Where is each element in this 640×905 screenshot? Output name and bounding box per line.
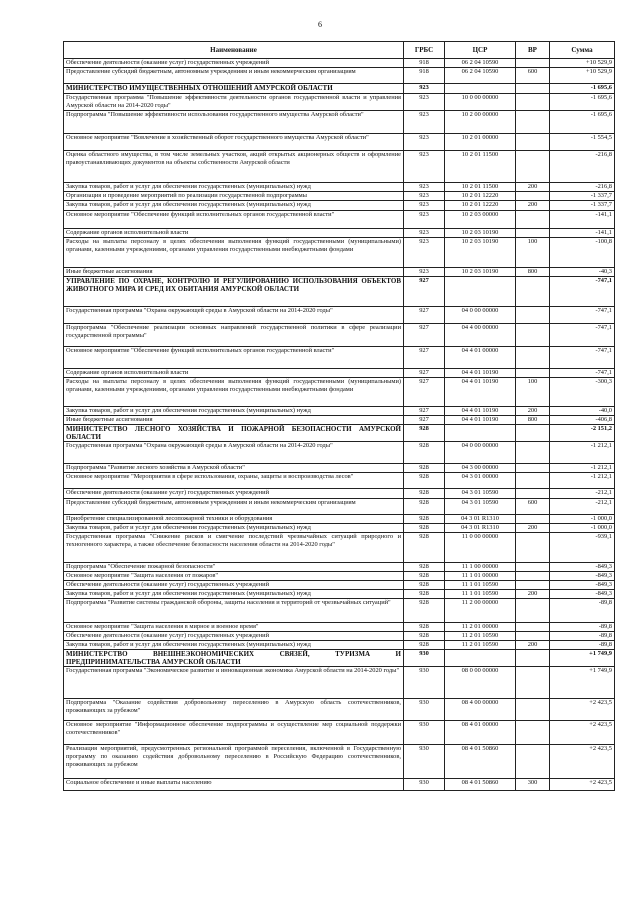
cell-vr	[516, 572, 550, 581]
cell-name: Организация и проведение мероприятий по реализации государственной подпрограммы	[64, 192, 404, 201]
cell-csr: 11 1 01 00000	[445, 572, 516, 581]
table-row	[64, 473, 615, 489]
cell-vr	[516, 277, 550, 307]
table-row	[64, 68, 615, 84]
cell-csr: 11 2 00 00000	[445, 599, 516, 623]
table-header-row	[64, 42, 615, 59]
cell-name: Основное мероприятие "Обеспечение функций исполнительных органов государственной власти"	[64, 347, 404, 369]
cell-name: Иные бюджетные ассигнования	[64, 268, 404, 277]
table-row	[64, 745, 615, 779]
cell-csr: 04 3 00 00000	[445, 464, 516, 473]
cell-sum: -1 337,7	[550, 192, 615, 201]
cell-grbs: 927	[404, 324, 445, 347]
cell-name: Государственная программа "Повышение эффективности деятельности органов государственной власти и управления Амурской области на 2014-2020 годы"	[64, 94, 404, 111]
cell-name: Содержание органов исполнительной власти	[64, 229, 404, 238]
cell-name: Подпрограмма "Повышение эффективности использования государственного имущества Амурской области"	[64, 111, 404, 134]
table-row	[64, 238, 615, 268]
cell-vr: 200	[516, 201, 550, 211]
cell-vr: 200	[516, 183, 550, 192]
cell-sum: -1 212,1	[550, 473, 615, 489]
header-name: Наименование	[64, 42, 404, 59]
cell-sum: -216,8	[550, 183, 615, 192]
cell-grbs: 928	[404, 632, 445, 641]
cell-csr: 10 2 03 10190	[445, 238, 516, 268]
table-row	[64, 650, 615, 667]
cell-name: Закупка товаров, работ и услуг для обеспечения государственных (муниципальных) нужд	[64, 183, 404, 192]
cell-grbs: 927	[404, 307, 445, 324]
cell-csr: 11 2 01 10590	[445, 632, 516, 641]
cell-csr: 10 2 01 12220	[445, 192, 516, 201]
table-row	[64, 151, 615, 183]
table-row	[64, 515, 615, 524]
table-row	[64, 590, 615, 599]
cell-csr: 04 4 01 10190	[445, 378, 516, 407]
cell-sum: -89,8	[550, 599, 615, 623]
table-row	[64, 572, 615, 581]
cell-csr: 04 0 00 00000	[445, 442, 516, 464]
cell-name: Иные бюджетные ассигнования	[64, 416, 404, 425]
cell-vr	[516, 151, 550, 183]
table-row	[64, 623, 615, 632]
cell-vr	[516, 59, 550, 68]
cell-sum: -1 695,6	[550, 94, 615, 111]
cell-name: Социальное обеспечение и иные выплаты населению	[64, 779, 404, 791]
cell-name: Расходы на выплаты персоналу в целях обеспечения выполнения функций государственными (муниципальными) органами, казенными учреждениями, органами управления государственными внебюджетными фондами	[64, 378, 404, 407]
cell-csr: 11 2 01 00000	[445, 623, 516, 632]
cell-csr: 11 1 01 10590	[445, 581, 516, 590]
table-row	[64, 183, 615, 192]
cell-vr	[516, 369, 550, 378]
cell-name: Оценка областного имущества, в том числе земельных участков, акций открытых акционерных обществ и оформление правоустанавливающих документов на объекты собственности Амурской области	[64, 151, 404, 183]
cell-grbs: 923	[404, 201, 445, 211]
cell-grbs: 928	[404, 563, 445, 572]
cell-grbs: 928	[404, 533, 445, 563]
cell-grbs: 927	[404, 407, 445, 416]
cell-vr	[516, 473, 550, 489]
cell-name: Закупка товаров, работ и услуг для обеспечения государственных (муниципальных) нужд	[64, 641, 404, 650]
cell-vr	[516, 94, 550, 111]
cell-vr	[516, 442, 550, 464]
cell-vr	[516, 425, 550, 442]
cell-sum: -747,1	[550, 307, 615, 324]
cell-grbs: 928	[404, 524, 445, 533]
table-row	[64, 563, 615, 572]
table-row	[64, 667, 615, 699]
cell-name: Закупка товаров, работ и услуг для обеспечения государственных (муниципальных) нужд	[64, 201, 404, 211]
cell-name: Предоставление субсидий бюджетным, автономным учреждениям и иным некоммерческим организациям	[64, 68, 404, 84]
table-row	[64, 324, 615, 347]
cell-name: Основное мероприятие "Обеспечение функций исполнительных органов государственной власти"	[64, 211, 404, 229]
cell-csr	[445, 84, 516, 94]
cell-csr	[445, 277, 516, 307]
cell-sum: -1 212,1	[550, 442, 615, 464]
cell-sum: -849,3	[550, 590, 615, 599]
table-row	[64, 416, 615, 425]
table-row	[64, 632, 615, 641]
cell-name: МИНИСТЕРСТВО ВНЕШНЕЭКОНОМИЧЕСКИХ СВЯЗЕЙ, ТУРИЗМА И ПРЕДПРИНИМАТЕЛЬСТВА АМУРСКОЙ ОБЛАСТИ	[64, 650, 404, 667]
cell-sum: -747,1	[550, 347, 615, 369]
cell-grbs: 928	[404, 442, 445, 464]
cell-csr: 10 2 01 00000	[445, 134, 516, 151]
cell-name: Основное мероприятие "Защита населения в мирное и военное время"	[64, 623, 404, 632]
header-vr: ВР	[516, 42, 550, 59]
cell-sum: -849,3	[550, 581, 615, 590]
table-row	[64, 442, 615, 464]
cell-grbs: 923	[404, 183, 445, 192]
cell-csr: 10 2 01 11500	[445, 151, 516, 183]
cell-grbs: 928	[404, 464, 445, 473]
cell-vr: 200	[516, 590, 550, 599]
table-row	[64, 533, 615, 563]
cell-vr	[516, 211, 550, 229]
cell-csr	[445, 650, 516, 667]
cell-vr	[516, 134, 550, 151]
budget-table	[63, 41, 615, 791]
cell-sum: -747,1	[550, 369, 615, 378]
cell-sum: +1 749,9	[550, 667, 615, 699]
table-row	[64, 779, 615, 791]
cell-grbs: 928	[404, 425, 445, 442]
cell-name: Обеспечение деятельности (оказание услуг) государственных учреждений	[64, 581, 404, 590]
table-row	[64, 111, 615, 134]
cell-sum: -747,1	[550, 324, 615, 347]
cell-name: Обеспечение деятельности (оказание услуг) государственных учреждений	[64, 489, 404, 499]
cell-vr	[516, 192, 550, 201]
cell-vr	[516, 581, 550, 590]
cell-sum: -1 554,5	[550, 134, 615, 151]
cell-csr: 11 2 01 10590	[445, 641, 516, 650]
cell-sum: -40,0	[550, 407, 615, 416]
cell-grbs: 928	[404, 599, 445, 623]
cell-vr: 300	[516, 779, 550, 791]
cell-grbs: 923	[404, 134, 445, 151]
cell-name: Содержание органов исполнительной власти	[64, 369, 404, 378]
cell-name: Государственная программа "Охрана окружающей среды в Амурской области на 2014-2020 годы"	[64, 442, 404, 464]
cell-sum: -1 695,6	[550, 84, 615, 94]
cell-sum: +2 423,5	[550, 779, 615, 791]
cell-csr: 10 2 01 11500	[445, 183, 516, 192]
cell-vr	[516, 650, 550, 667]
cell-csr: 10 2 00 00000	[445, 111, 516, 134]
cell-grbs: 927	[404, 378, 445, 407]
cell-sum: -141,1	[550, 229, 615, 238]
cell-sum: -849,3	[550, 572, 615, 581]
cell-vr	[516, 533, 550, 563]
cell-vr: 200	[516, 524, 550, 533]
table-row	[64, 721, 615, 745]
cell-grbs: 923	[404, 268, 445, 277]
cell-vr: 600	[516, 68, 550, 84]
cell-grbs: 923	[404, 211, 445, 229]
table-row	[64, 599, 615, 623]
cell-vr: 800	[516, 416, 550, 425]
cell-name: Закупка товаров, работ и услуг для обеспечения государственных (муниципальных) нужд	[64, 407, 404, 416]
cell-grbs: 923	[404, 94, 445, 111]
cell-name: Подпрограмма "Развитие системы гражданской обороны, защиты населения и территорий от чрезвычайных ситуаций"	[64, 599, 404, 623]
cell-name: Государственная программа "Охрана окружающей среды в Амурской области на 2014-2020 годы"	[64, 307, 404, 324]
cell-grbs: 928	[404, 623, 445, 632]
cell-vr: 800	[516, 268, 550, 277]
cell-grbs: 918	[404, 68, 445, 84]
cell-grbs: 930	[404, 667, 445, 699]
cell-grbs: 928	[404, 581, 445, 590]
cell-vr: 100	[516, 378, 550, 407]
cell-vr	[516, 307, 550, 324]
cell-vr	[516, 464, 550, 473]
table-row	[64, 581, 615, 590]
cell-grbs: 930	[404, 745, 445, 779]
cell-name: Обеспечение деятельности (оказание услуг) государственных учреждений	[64, 632, 404, 641]
cell-sum: -2 151,2	[550, 425, 615, 442]
cell-sum: -849,3	[550, 563, 615, 572]
cell-grbs: 927	[404, 416, 445, 425]
table-row	[64, 201, 615, 211]
cell-grbs: 928	[404, 641, 445, 650]
cell-csr: 04 3 01 00000	[445, 473, 516, 489]
table-row	[64, 378, 615, 407]
cell-sum: -89,8	[550, 641, 615, 650]
cell-grbs: 923	[404, 192, 445, 201]
cell-sum: -939,1	[550, 533, 615, 563]
cell-csr: 11 0 00 00000	[445, 533, 516, 563]
cell-name: Реализация мероприятий, предусмотренных региональной программой переселения, включенной в Государственную программу по оказанию содействия добровольному переселению в Российскую Федерацию соотечественников, проживающих за рубежом	[64, 745, 404, 779]
cell-sum: -216,8	[550, 151, 615, 183]
cell-csr: 10 0 00 00000	[445, 94, 516, 111]
cell-vr	[516, 745, 550, 779]
cell-sum: -406,8	[550, 416, 615, 425]
table-row	[64, 94, 615, 111]
table-row	[64, 192, 615, 201]
cell-name: Закупка товаров, работ и услуг для обеспечения государственных (муниципальных) нужд	[64, 524, 404, 533]
cell-grbs: 927	[404, 347, 445, 369]
cell-name: МИНИСТЕРСТВО ИМУЩЕСТВЕННЫХ ОТНОШЕНИЙ АМУРСКОЙ ОБЛАСТИ	[64, 84, 404, 94]
table-row	[64, 369, 615, 378]
header-sum: Сумма	[550, 42, 615, 59]
cell-vr	[516, 599, 550, 623]
cell-sum: -1 337,7	[550, 201, 615, 211]
cell-grbs: 928	[404, 572, 445, 581]
cell-csr: 08 4 01 50860	[445, 779, 516, 791]
cell-grbs: 930	[404, 721, 445, 745]
cell-vr: 100	[516, 238, 550, 268]
cell-sum: -747,1	[550, 277, 615, 307]
cell-grbs: 918	[404, 59, 445, 68]
table-row	[64, 59, 615, 68]
cell-csr: 06 2 04 10590	[445, 68, 516, 84]
cell-sum: +1 749,9	[550, 650, 615, 667]
cell-sum: +10 529,9	[550, 59, 615, 68]
cell-csr: 04 3 01 R1310	[445, 524, 516, 533]
cell-name: Обеспечение деятельности (оказание услуг) государственных учреждений	[64, 59, 404, 68]
table-row	[64, 499, 615, 515]
cell-name: Предоставление субсидий бюджетным, автономным учреждениям и иным некоммерческим организациям	[64, 499, 404, 515]
cell-name: Основное мероприятие "Вовлечение в хозяйственный оборот государственного имущества Амурской области"	[64, 134, 404, 151]
cell-sum: -1 000,0	[550, 524, 615, 533]
table-row	[64, 464, 615, 473]
cell-name: Подпрограмма "Оказание содействия добровольному переселению в Амурскую область соотечественников, проживающих за рубежом"	[64, 699, 404, 721]
cell-name: Государственная программа "Экономическое развитие и инновационная экономика Амурской области на 2014-2020 годы"	[64, 667, 404, 699]
table-row	[64, 347, 615, 369]
header-csr: ЦСР	[445, 42, 516, 59]
cell-vr: 200	[516, 407, 550, 416]
cell-grbs: 928	[404, 590, 445, 599]
cell-name: МИНИСТЕРСТВО ЛЕСНОГО ХОЗЯЙСТВА И ПОЖАРНОЙ БЕЗОПАСНОСТИ АМУРСКОЙ ОБЛАСТИ	[64, 425, 404, 442]
cell-grbs: 928	[404, 515, 445, 524]
cell-grbs: 923	[404, 84, 445, 94]
table-row	[64, 524, 615, 533]
cell-name: Основное мероприятие "Защита населения от пожаров"	[64, 572, 404, 581]
cell-csr: 08 0 00 00000	[445, 667, 516, 699]
cell-sum: -1 212,1	[550, 464, 615, 473]
cell-vr	[516, 563, 550, 572]
cell-vr	[516, 347, 550, 369]
cell-csr: 10 2 03 10190	[445, 229, 516, 238]
cell-sum: -1 000,0	[550, 515, 615, 524]
cell-vr	[516, 324, 550, 347]
cell-name: УПРАВЛЕНИЕ ПО ОХРАНЕ, КОНТРОЛЮ И РЕГУЛИРОВАНИЮ ИСПОЛЬЗОВАНИЯ ОБЪЕКТОВ ЖИВОТНОГО МИРА И СРЕД ИХ ОБИТАНИЯ АМУРСКОЙ ОБЛАСТИ	[64, 277, 404, 307]
cell-csr: 04 3 01 10590	[445, 489, 516, 499]
cell-vr	[516, 632, 550, 641]
cell-vr	[516, 111, 550, 134]
cell-csr: 08 4 01 00000	[445, 721, 516, 745]
cell-csr: 10 2 03 10190	[445, 268, 516, 277]
cell-csr: 08 4 01 50860	[445, 745, 516, 779]
cell-csr: 04 4 01 10190	[445, 407, 516, 416]
cell-vr	[516, 667, 550, 699]
cell-csr: 11 1 01 10590	[445, 590, 516, 599]
cell-name: Подпрограмма "Обеспечение реализации основных направлений государственной политики в сфере реализации государственной программы"	[64, 324, 404, 347]
cell-csr: 04 0 00 00000	[445, 307, 516, 324]
table-row	[64, 134, 615, 151]
table-row	[64, 268, 615, 277]
cell-sum: -141,1	[550, 211, 615, 229]
cell-csr: 04 4 00 00000	[445, 324, 516, 347]
cell-name: Подпрограмма "Развитие лесного хозяйства в Амурской области"	[64, 464, 404, 473]
cell-sum: -212,1	[550, 499, 615, 515]
cell-sum: -1 695,6	[550, 111, 615, 134]
cell-csr: 04 3 01 R1310	[445, 515, 516, 524]
table-row	[64, 489, 615, 499]
cell-grbs: 930	[404, 779, 445, 791]
cell-vr	[516, 699, 550, 721]
cell-csr: 10 2 01 12220	[445, 201, 516, 211]
cell-grbs: 923	[404, 111, 445, 134]
cell-grbs: 928	[404, 489, 445, 499]
cell-vr	[516, 515, 550, 524]
cell-sum: -100,8	[550, 238, 615, 268]
cell-name: Расходы на выплаты персоналу в целях обеспечения выполнения функций государственными (муниципальными) органами, казенными учреждениями, органами управления государственными внебюджетными фондами	[64, 238, 404, 268]
table-row	[64, 84, 615, 94]
cell-sum: -300,3	[550, 378, 615, 407]
table-row	[64, 425, 615, 442]
cell-name: Основное мероприятие "Мероприятия в сфере использования, охраны, защиты и воспроизводства лесов"	[64, 473, 404, 489]
cell-grbs: 930	[404, 699, 445, 721]
cell-grbs: 928	[404, 473, 445, 489]
cell-csr: 04 3 01 10590	[445, 499, 516, 515]
cell-sum: -89,8	[550, 623, 615, 632]
table-row	[64, 277, 615, 307]
cell-csr: 11 1 00 00000	[445, 563, 516, 572]
cell-sum: +10 529,9	[550, 68, 615, 84]
cell-name: Основное мероприятие "Информационное обеспечение подпрограммы и осуществление мер социальной поддержки соотечественников"	[64, 721, 404, 745]
table-row	[64, 641, 615, 650]
cell-sum: +2 423,5	[550, 699, 615, 721]
cell-csr: 06 2 04 10590	[445, 59, 516, 68]
cell-sum: +2 423,5	[550, 721, 615, 745]
cell-vr	[516, 721, 550, 745]
cell-name: Подпрограмма "Обеспечение пожарной безопасности"	[64, 563, 404, 572]
cell-sum: -40,3	[550, 268, 615, 277]
table-row	[64, 307, 615, 324]
cell-sum: -89,8	[550, 632, 615, 641]
cell-csr: 10 2 03 00000	[445, 211, 516, 229]
table-row	[64, 699, 615, 721]
cell-vr	[516, 489, 550, 499]
cell-csr: 04 4 01 10190	[445, 369, 516, 378]
table-row	[64, 407, 615, 416]
cell-vr	[516, 229, 550, 238]
cell-grbs: 927	[404, 369, 445, 378]
cell-sum: +2 423,5	[550, 745, 615, 779]
table-row	[64, 211, 615, 229]
cell-vr: 600	[516, 499, 550, 515]
cell-vr: 200	[516, 641, 550, 650]
cell-name: Государственная программа "Снижение рисков и смягчение последствий чрезвычайных ситуаций природного и техногенного характера, а также обеспечение безопасности населения области на 2014-2020 годы"	[64, 533, 404, 563]
cell-name: Приобретение специализированной лесопожарной техники и оборудования	[64, 515, 404, 524]
cell-name: Закупка товаров, работ и услуг для обеспечения государственных (муниципальных) нужд	[64, 590, 404, 599]
cell-grbs: 923	[404, 238, 445, 268]
cell-grbs: 927	[404, 277, 445, 307]
header-grbs: ГРБС	[404, 42, 445, 59]
cell-vr	[516, 84, 550, 94]
cell-grbs: 928	[404, 499, 445, 515]
cell-csr: 08 4 00 00000	[445, 699, 516, 721]
page-number: 6	[318, 20, 322, 29]
cell-csr: 04 4 01 10190	[445, 416, 516, 425]
table-row	[64, 229, 615, 238]
cell-csr	[445, 425, 516, 442]
cell-vr	[516, 623, 550, 632]
cell-grbs: 923	[404, 229, 445, 238]
cell-grbs: 923	[404, 151, 445, 183]
cell-grbs: 930	[404, 650, 445, 667]
cell-sum: -212,1	[550, 489, 615, 499]
cell-csr: 04 4 01 00000	[445, 347, 516, 369]
